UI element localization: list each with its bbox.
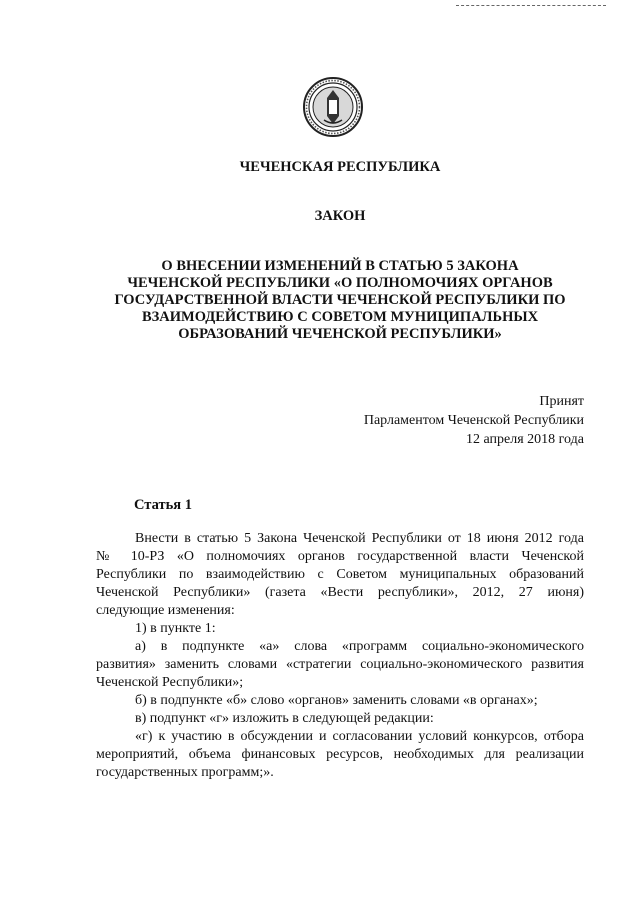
law-title-line: ГОСУДАРСТВЕННОЙ ВЛАСТИ ЧЕЧЕНСКОЙ РЕСПУБЛИКИ ПО — [114, 292, 566, 308]
item-g-line: государственных программ;». — [96, 765, 274, 780]
scan-artifact-line — [456, 5, 606, 6]
item-v: в) подпункт «г» изложить в следующей редакции: — [135, 711, 434, 726]
document-type: ЗАКОН — [314, 208, 366, 224]
law-title — [60, 258, 620, 343]
law-title-line: О ВНЕСЕНИИ ИЗМЕНЕНИЙ В СТАТЬЮ 5 ЗАКОНА — [161, 258, 519, 274]
item-g-line: мероприятий, объема финансовых ресурсов, необходимых для реализации — [96, 747, 584, 762]
item-g-line: «г) к участию в обсуждении и согласовании условий конкурсов, отбора — [135, 729, 584, 744]
article-body — [96, 530, 584, 782]
intro-line: Внести в статью 5 Закона Чеченской Республики от 18 июня 2012 года — [135, 531, 584, 546]
adoption-label: Принят — [539, 394, 584, 409]
adoption-block — [364, 392, 584, 449]
law-title-line: ЧЕЧЕНСКОЙ РЕСПУБЛИКИ «О ПОЛНОМОЧИЯХ ОРГАНОВ — [127, 275, 553, 291]
intro-line: Чеченской Республики» (газета «Вести республики», 2012, 27 июня) — [96, 585, 584, 600]
item-b: б) в подпункте «б» слово «органов» заменить словами «в органах»; — [135, 693, 538, 708]
intro-line: следующие изменения: — [96, 603, 235, 618]
law-title-line: ОБРАЗОВАНИЙ ЧЕЧЕНСКОЙ РЕСПУБЛИКИ» — [178, 326, 502, 342]
adoption-date: 12 апреля 2018 года — [466, 432, 584, 447]
intro-line: Республики по взаимодействию с Советом муниципальных образований — [96, 567, 584, 582]
adoption-body: Парламентом Чеченской Республики — [363, 413, 584, 428]
item-a-line: а) в подпункте «а» слова «программ социально-экономического — [135, 639, 584, 654]
intro-line: № 10-РЗ «О полномочиях органов государственной власти Чеченской — [96, 549, 584, 564]
article-heading: Статья 1 — [134, 497, 192, 513]
law-title-line: ВЗАИМОДЕЙСТВИЮ С СОВЕТОМ МУНИЦИПАЛЬНЫХ — [141, 309, 539, 325]
coat-of-arms-emblem — [302, 76, 364, 138]
item-a-line: Чеченской Республики»; — [96, 675, 244, 690]
republic-name: ЧЕЧЕНСКАЯ РЕСПУБЛИКА — [239, 159, 441, 175]
item-1: 1) в пункте 1: — [135, 621, 216, 636]
item-a-line: развития» заменить словами «стратегии социально-экономического развития — [96, 657, 584, 672]
